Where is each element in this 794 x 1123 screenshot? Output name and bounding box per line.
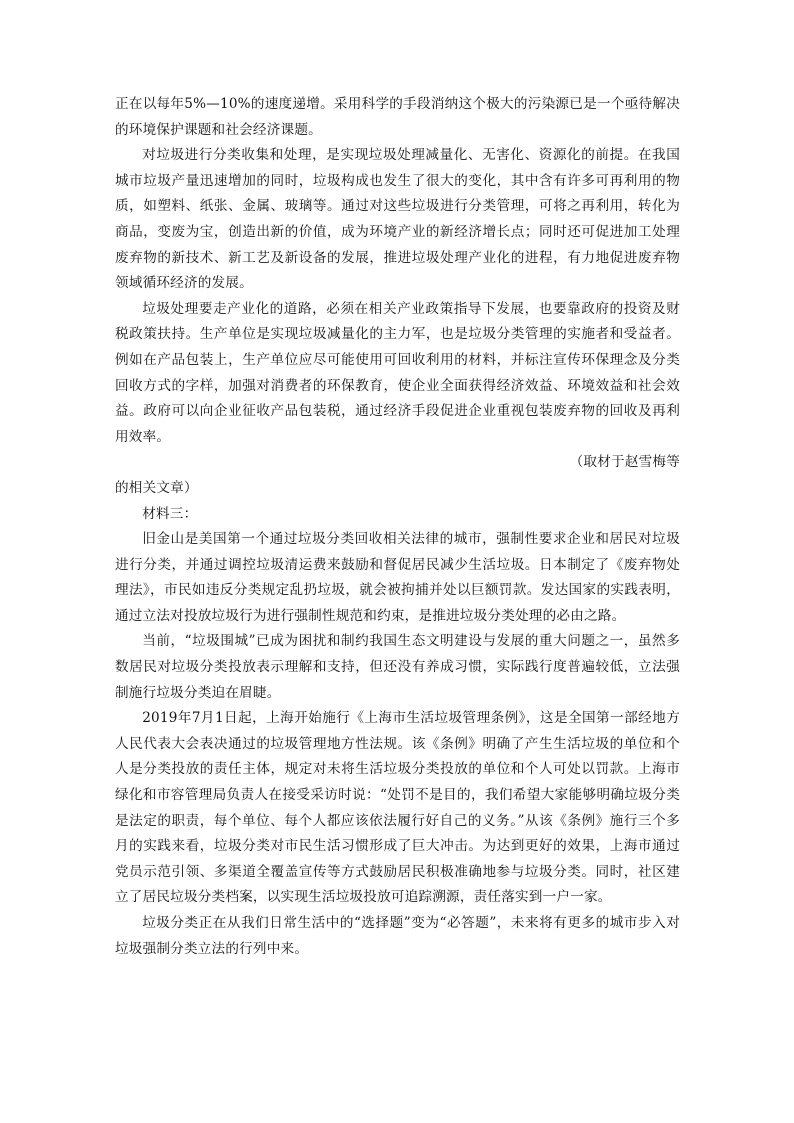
source-citation-line1: （取材于赵雪梅等 bbox=[569, 454, 680, 471]
paragraph-san-francisco-japan: 旧金山是美国第一个通过垃圾分类回收相关法律的城市，强制性要求企业和居民对垃圾进行分类，并通过调控垃圾清运费来鼓励和督促居民减少生活垃圾。日本制定了《废弃物处理法》，市民如违反分类规定乱扔垃圾，就会被拘捕并处以巨额罚款。发达国家的实践表明，通过立法对投放垃圾行为进行强制性规范和约束，是推进垃圾分类处理的必由之路。 bbox=[115, 531, 680, 624]
paragraph-conclusion: 垃圾分类正在从我们日常生活中的“选择题”变为“必答题”，未来将有更多的城市步入对垃圾强制分类立法的行列中来。 bbox=[115, 915, 680, 957]
paragraph-garbage-siege: 当前，“垃圾围城”已成为困扰和制约我国生态文明建设与发展的重大问题之一，虽然多数居民对垃圾分类投放表示理解和支持，但还没有养成习惯，实际践行度普遍较低，立法强制施行垃圾分类迫在眉睫。 bbox=[115, 633, 680, 701]
material-three-label: 材料三： bbox=[142, 505, 198, 522]
paragraph-shanghai-regulation: 2019年7月1日起，上海开始施行《上海市生活垃圾管理条例》，这是全国第一部经地方人民代表大会表决通过的垃圾管理地方性法规。该《条例》明确了产生生活垃圾的单位和个人是分类投放的责任主体，规定对未将生活垃圾分类投放的单位和个人可处以罚款。上海市绿化和市容管理局负责人在接受采访时说：“处罚不是目的，我们希望大家能够明确垃圾分类是法定的职责，每个单位、每个人都应该依法履行好自己的义务。”从该《条例》施行三个多月的实践来看，垃圾分类对市民生活习惯形成了巨大冲击。为达到更好的效果，上海市通过党员示范引领、多渠道全覆盖宣传等方式鼓励居民积极准确地参与垃圾分类。同时，社区建立了居民垃圾分类档案，以实现生活垃圾投放可追踪溯源，责任落实到一户一家。 bbox=[115, 710, 680, 906]
paragraph-continuation: 正在以每年5%—10%的速度递增。采用科学的手段消纳这个极大的污染源已是一个亟待解决的环境保护课题和社会经济课题。 bbox=[115, 96, 680, 138]
paragraph-industrialization: 垃圾处理要走产业化的道路，必须在相关产业政策指导下发展，也要靠政府的投资及财税政策扶持。生产单位是实现垃圾减量化的主力军，也是垃圾分类管理的实施者和受益者。例如在产品包装上，生产单位应尽可能使用可回收利用的材料，并标注宣传环保理念及分类回收方式的字样，加强对消费者的环保教育，使企业全面获得经济效益、环境效益和社会效益。政府可以向企业征收产品包装税，通过经济手段促进企业重视包装废弃物的回收及再利用效率。 bbox=[115, 300, 680, 445]
document-page bbox=[115, 92, 680, 962]
paragraph-sorting-collection: 对垃圾进行分类收集和处理，是实现垃圾处理减量化、无害化、资源化的前提。在我国城市垃圾产量迅速增加的同时，垃圾构成也发生了很大的变化，其中含有许多可再利用的物质，如塑料、纸张、金属、玻璃等。通过对这些垃圾进行分类管理，可将之再利用，转化为商品，变废为宝，创造出新的价值，成为环境产业的新经济增长点；同时还可促进加工处理废弃物的新技术、新工艺及新设备的发展，推进垃圾处理产业化的进程，有力地促进废弃物领域循环经济的发展。 bbox=[115, 147, 680, 292]
source-citation-line2: 的相关文章） bbox=[115, 479, 198, 496]
